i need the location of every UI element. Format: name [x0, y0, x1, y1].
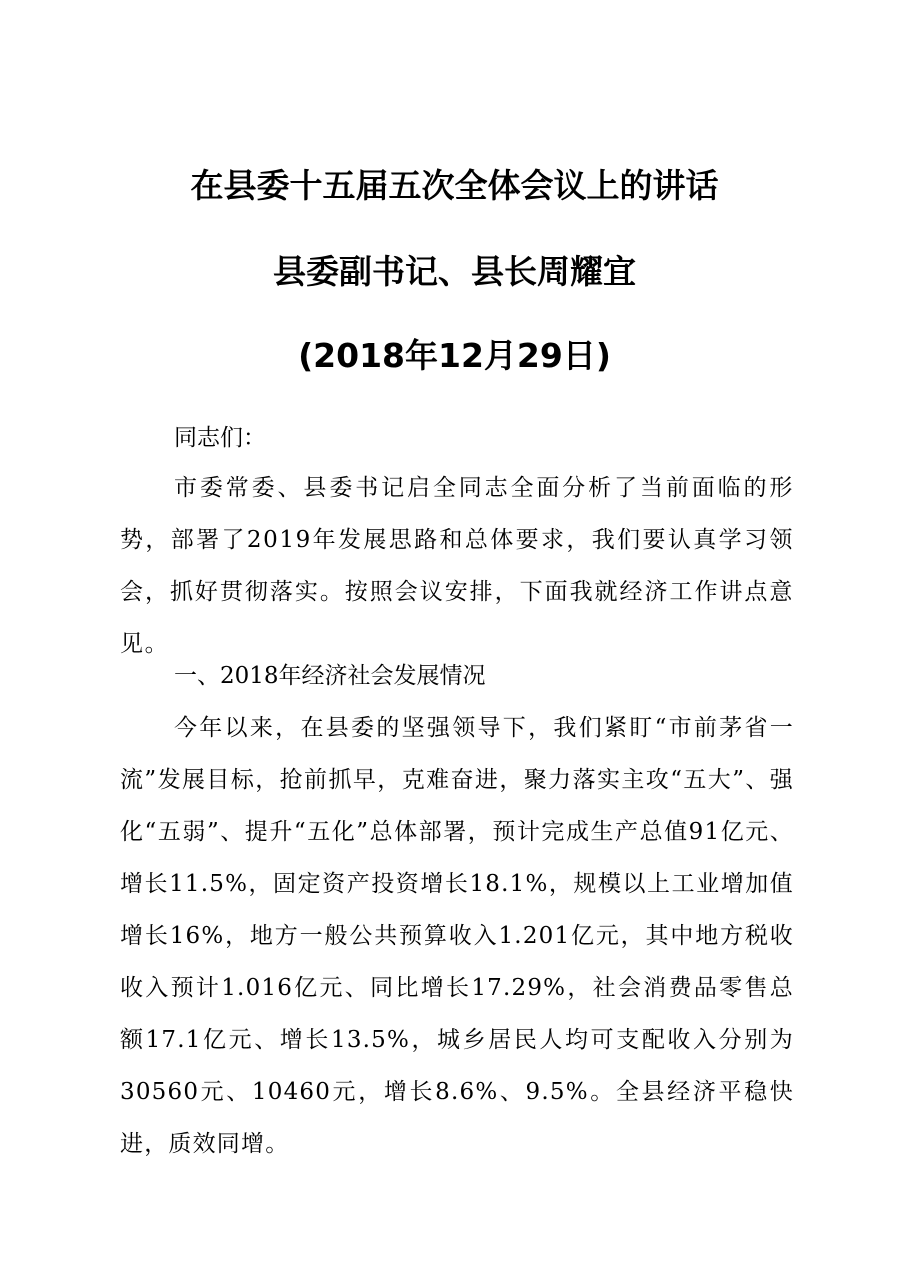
- section-paragraph: 今年以来，在县委的坚强领导下，我们紧盯“市前茅省一流”发展目标，抢前抓早，克难奋进，聚力落实主攻“五大”、强化“五弱”、提升“五化”总体部署，预计完成生产总值91亿元、增长11.5%，固定资产投资增长18.1%，规模以上工业增加值增长16%，地方一般公共预算收入1.201亿元，其中地方税收收入预计1.016亿元、同比增长17.29%，社会消费品零售总额17.1亿元、增长13.5%，城乡居民人均可支配收入分别为30560元、10460元，增长8.6%、9.5%。全县经济平稳快进，质效同增。: [120, 715, 794, 1157]
- speech-date: (2018年12月29日): [298, 336, 611, 375]
- document-title: 在县委十五届五次全体会议上的讲话: [190, 166, 719, 205]
- salutation: 同志们：: [174, 425, 266, 451]
- speaker-line: 县委副书记、县长周耀宜: [273, 252, 636, 291]
- section-heading: 一、2018年经济社会发展情况: [174, 663, 486, 689]
- intro-paragraph: 市委常委、县委书记启全同志全面分析了当前面临的形势，部署了2019年发展思路和总体要求，我们要认真学习领会，抓好贯彻落实。按照会议安排，下面我就经济工作讲点意见。: [120, 475, 794, 657]
